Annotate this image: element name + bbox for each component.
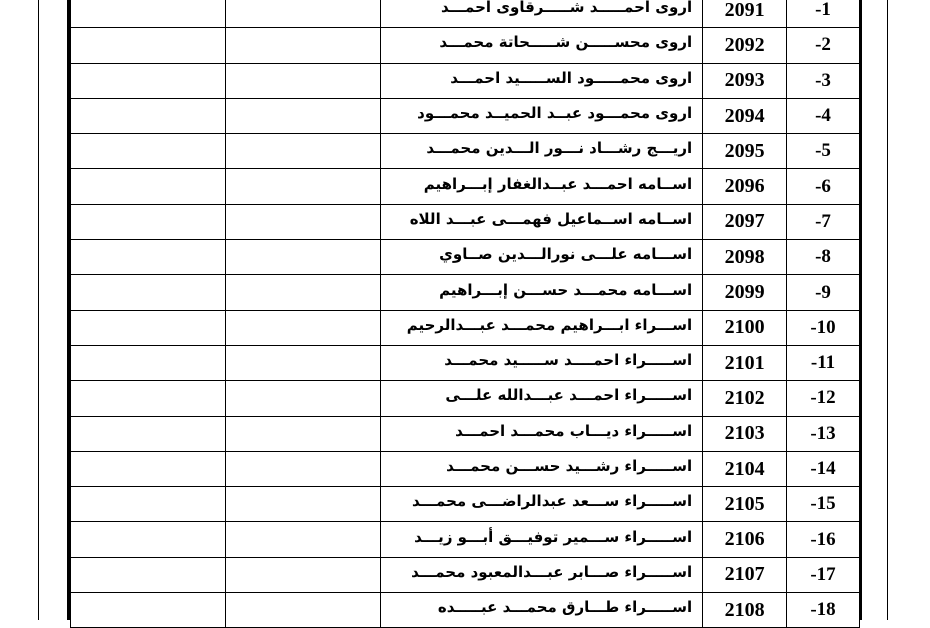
student-code-cell: 2095 [703, 134, 787, 169]
table-row [71, 28, 860, 63]
row-index-cell: -7 [787, 204, 860, 239]
student-code-cell: 2103 [703, 416, 787, 451]
student-code-cell: 2097 [703, 204, 787, 239]
empty-cell [225, 240, 381, 275]
row-index-cell: -5 [787, 134, 860, 169]
empty-cell [71, 169, 226, 204]
student-name-cell [381, 416, 703, 451]
student-name: اريـــج رشـــاد نـــور الـــدين محمـــد [426, 139, 693, 158]
table-row [71, 63, 860, 98]
student-name-cell [381, 381, 703, 416]
student-code-cell: 2104 [703, 451, 787, 486]
empty-cell [71, 0, 226, 28]
empty-cell [71, 98, 226, 133]
row-index-cell: -12 [787, 381, 860, 416]
student-name-cell [381, 240, 703, 275]
table-row [71, 169, 860, 204]
table-row [71, 204, 860, 239]
table-row [71, 275, 860, 310]
table-row [71, 240, 860, 275]
empty-cell [71, 275, 226, 310]
row-index-cell: -1 [787, 0, 860, 28]
row-index-cell: -14 [787, 451, 860, 486]
empty-cell [71, 134, 226, 169]
empty-cell [225, 28, 381, 63]
student-name: اســـــراء احمـــد عبـــدالله علـــى [445, 386, 693, 405]
student-name-cell [381, 134, 703, 169]
table-row [71, 593, 860, 628]
student-name-cell [381, 63, 703, 98]
row-index-cell: -10 [787, 310, 860, 345]
row-index-cell: -16 [787, 522, 860, 557]
table-row [71, 522, 860, 557]
empty-cell [71, 28, 226, 63]
student-name: اســامه احمـــد عبــدالغفار إبـــراهيم [423, 174, 693, 193]
student-code-cell: 2102 [703, 381, 787, 416]
empty-cell [71, 522, 226, 557]
student-code-cell: 2108 [703, 593, 787, 628]
student-name: اســـراء ابـــراهيم محمـــد عبـــدالرحيم [406, 315, 693, 334]
student-name: اروى محمـــــود الســـــيد احمـــد [450, 68, 693, 87]
student-code-cell: 2107 [703, 557, 787, 592]
row-index-cell: -9 [787, 275, 860, 310]
right-outer-border [887, 0, 888, 620]
student-name: اســـامه علـــى نورالـــدين صــاوي [439, 245, 693, 264]
empty-cell [71, 487, 226, 522]
student-code-cell: 2094 [703, 98, 787, 133]
table-row [71, 134, 860, 169]
student-name: اســـامه محمـــد حســـن إبـــراهيم [439, 280, 693, 299]
table-row [71, 345, 860, 380]
student-code-cell: 2093 [703, 63, 787, 98]
student-name-cell [381, 169, 703, 204]
left-outer-border [38, 0, 39, 620]
empty-cell [225, 522, 381, 557]
student-name: اســـــراء احمــــد ســـــيد محمـــد [444, 351, 693, 370]
table-row [71, 416, 860, 451]
empty-cell [71, 381, 226, 416]
table-row [71, 0, 860, 28]
student-name: اروى محمـــود عبــد الحميــد محمـــود [417, 104, 693, 123]
student-name: اروى محســـــن شـــــحاتة محمـــد [439, 33, 693, 52]
student-name: اســـــراء صـــابر عبـــدالمعبود محمـــد [411, 562, 693, 581]
student-name-cell [381, 28, 703, 63]
empty-cell [225, 63, 381, 98]
empty-cell [225, 204, 381, 239]
empty-cell [225, 451, 381, 486]
empty-cell [225, 310, 381, 345]
empty-cell [71, 557, 226, 592]
student-name: اســـــراء ديـــاب محمـــد احمـــد [455, 421, 693, 440]
table-row [71, 310, 860, 345]
empty-cell [225, 98, 381, 133]
student-name-cell [381, 204, 703, 239]
empty-cell [71, 345, 226, 380]
row-index-cell: -18 [787, 593, 860, 628]
row-index-cell: -6 [787, 169, 860, 204]
student-code-cell: 2098 [703, 240, 787, 275]
row-index-cell: -17 [787, 557, 860, 592]
empty-cell [225, 416, 381, 451]
empty-cell [71, 416, 226, 451]
table-body [71, 0, 860, 628]
student-code-cell: 2106 [703, 522, 787, 557]
student-name: اســـــراء طـــارق محمـــد عبـــــده [437, 598, 693, 617]
table-row [71, 381, 860, 416]
table-row [71, 98, 860, 133]
empty-cell [225, 275, 381, 310]
table-row [71, 487, 860, 522]
empty-cell [225, 169, 381, 204]
empty-cell [71, 204, 226, 239]
empty-cell [71, 593, 226, 628]
empty-cell [225, 345, 381, 380]
student-name-cell [381, 593, 703, 628]
student-name-cell [381, 275, 703, 310]
empty-cell [225, 0, 381, 28]
empty-cell [225, 134, 381, 169]
student-name-cell [381, 98, 703, 133]
student-name: اروى احمـــــد شـــــرقاوى احمـــد [440, 0, 693, 17]
row-index-cell: -4 [787, 98, 860, 133]
student-name-cell [381, 310, 703, 345]
student-name-cell [381, 487, 703, 522]
student-code-cell: 2099 [703, 275, 787, 310]
row-index-cell: -15 [787, 487, 860, 522]
student-name-cell [381, 557, 703, 592]
row-index-cell: -13 [787, 416, 860, 451]
student-name-cell [381, 345, 703, 380]
empty-cell [71, 63, 226, 98]
student-name-cell [381, 0, 703, 28]
table-row [71, 451, 860, 486]
row-index-cell: -3 [787, 63, 860, 98]
student-name: اســـــراء رشـــيد حســـن محمـــد [446, 457, 693, 475]
student-code-cell: 2105 [703, 487, 787, 522]
empty-cell [225, 557, 381, 592]
student-list-table [70, 0, 860, 628]
student-name-cell [381, 451, 703, 486]
student-name: اســـــراء ســـعد عبدالراضـــى محمـــد [411, 492, 693, 511]
empty-cell [71, 310, 226, 345]
row-index-cell: -8 [787, 240, 860, 275]
student-code-cell: 2092 [703, 28, 787, 63]
empty-cell [225, 593, 381, 628]
empty-cell [225, 487, 381, 522]
student-code-cell: 2091 [703, 0, 787, 28]
student-name: اســامه اســماعيل فهمـــى عبـــد اللاه [409, 209, 693, 228]
row-index-cell: -2 [787, 28, 860, 63]
table-row [71, 557, 860, 592]
student-name: اســـــراء ســـمير توفيـــق أبـــو زيـــد [414, 527, 693, 546]
student-name-cell [381, 522, 703, 557]
student-code-cell: 2100 [703, 310, 787, 345]
empty-cell [225, 381, 381, 416]
student-code-cell: 2101 [703, 345, 787, 380]
empty-cell [71, 240, 226, 275]
student-code-cell: 2096 [703, 169, 787, 204]
row-index-cell: -11 [787, 345, 860, 380]
empty-cell [71, 451, 226, 486]
